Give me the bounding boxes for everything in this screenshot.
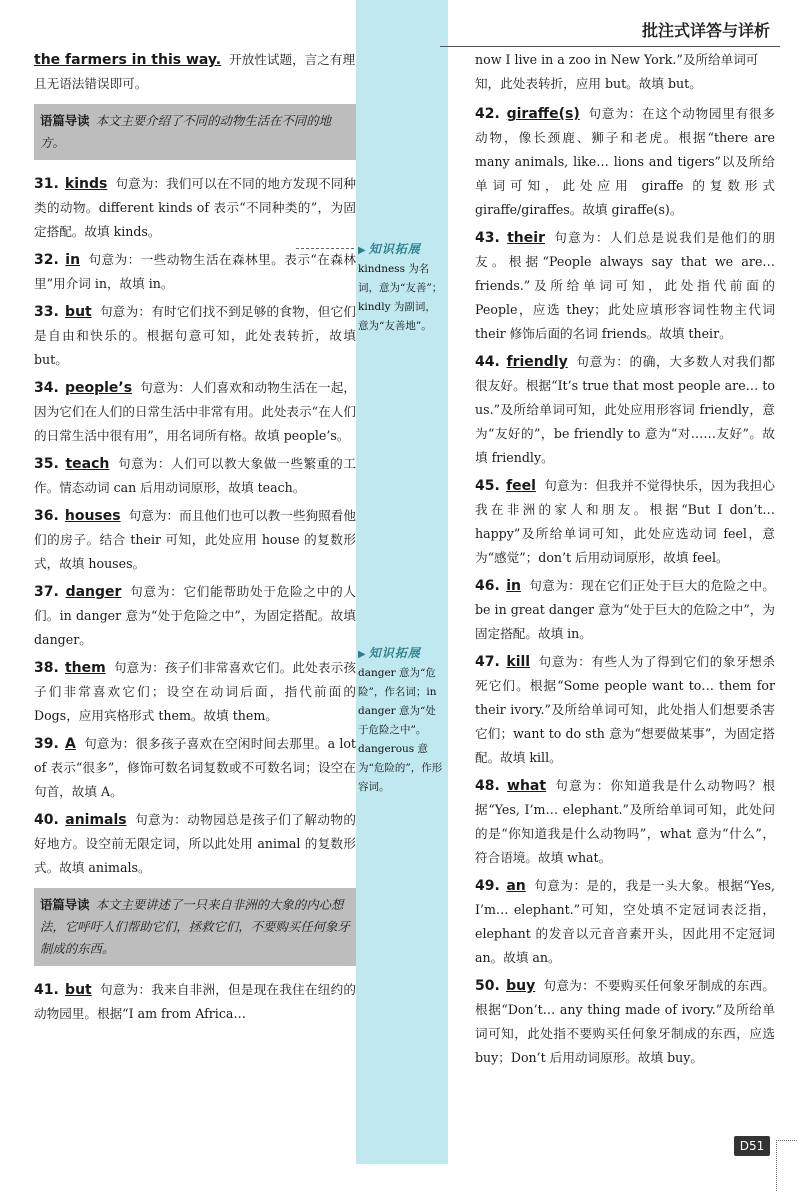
kb1-pointer-line [296,248,354,249]
entry-explanation: 句意为：而且他们也可以教一些狗照看他们的房子。结合 their 可知，此处应用 house 的复数形式，故填 houses。 [34,508,356,571]
entry-explanation: 句意为：我们可以在不同的地方发现不同种类的动物。different kinds of 表示“不同种类的”，为固定搭配。故填 kinds。 [34,176,356,239]
page-header-title: 批注式详答与详析 [641,21,770,40]
entry-answer: them [64,660,106,676]
knowledge-sidebar [356,0,448,1164]
entry-number: 40. [34,812,59,828]
entry-answer: an [506,878,526,894]
reading-guide-2 [34,888,356,966]
entry-explanation: 句意为：有些人为了得到它们的象牙想杀死它们。根据“Some people want to… them for their ivory.”及所给单词可知，此处指人们想要杀害它们；want to do sth 意为“想要做某事”，为固定搭配。故填 kill。 [475,654,775,765]
entry-41-continuation: now I live in a zoo in New York.”及所给单词可知，此处表转折，应用 but。故填 but。 [475,52,759,91]
entry-explanation: 句意为：但我并不觉得快乐，因为我担心我在非洲的家人和朋友。根据“But I don’t… happy”及所给单词可知，此处应选动词 feel，意为“感觉”；don’t 后用动词原形，故填 feel。 [475,478,775,565]
entry-explanation: 句意为：我来自非洲，但是现在我住在纽约的动物园里。根据“I am from Africa… [34,982,356,1021]
entry-number: 39. [34,736,59,752]
answer-entry-36 [34,504,356,576]
entry-number: 32. [34,252,59,268]
answer-entry-38 [34,656,356,728]
entry-number: 42. [475,106,500,122]
entry-answer: their [507,230,545,246]
entry-number: 47. [475,654,500,670]
answer-entry-35 [34,452,356,500]
entry-explanation: 句意为：它们能帮助处于危险之中的人们。in danger 意为“处于危险之中”，为固定搭配。故填 danger。 [34,584,356,647]
answer-entry-31 [34,172,356,244]
kb-title: ▶ 知识拓展 [358,646,421,660]
page-number-badge: D51 [734,1136,770,1156]
answer-entry-34 [34,376,356,448]
entry-number: 48. [475,778,500,794]
entry-explanation: 句意为：有时它们找不到足够的食物，但它们是自由和快乐的。根据句意可知，此处表转折，故填 but。 [34,304,356,367]
entry-number: 35. [34,456,59,472]
entry-explanation: 句意为：在这个动物园里有很多动物，像长颈鹿、狮子和老虎。根据“there are many animals, like… lions and tigers”以及所给单词可知，此处应用 giraffe 的复数形式 giraffe/giraffes。故填 giraffe(s)。 [475,106,775,217]
intro-continuation [34,48,356,96]
entry-explanation: 句意为：的确，大多数人对我们都很友好。根据“It’s true that most people are… to us.”及所给单词可知，此处应用形容词 friendly，意为“友好的”，be friendly to 意为“对……友好”。故填 friendly。 [475,354,775,465]
entry-number: 46. [475,578,500,594]
entry-explanation: 句意为：你知道我是什么动物吗？根据“Yes, I’m… elephant.”及所给单词可知，此处问的是“你知道我是什么动物吗”，what 意为“什么”，符合语境。故填 what。 [475,778,775,865]
knowledge-box-1 [358,240,446,336]
answer-entry-47 [475,650,775,770]
entry-explanation: 句意为：动物园总是孩子们了解动物的好地方。设空前无限定词，所以此处用 animal 的复数形式。故填 animals。 [34,812,356,875]
answer-entry-46 [475,574,775,646]
intro-text: 开放性试题，言之有理且无语法错误即可。 [34,52,356,91]
guide-tag: 语篇导读 [40,113,90,128]
answer-entry-50 [475,974,775,1070]
kb-text: danger 意为“危险”，作名词；in danger 意为“处于危险之中”。dangerous 意为“危险的”，作形容词。 [358,667,443,793]
entry-number: 34. [34,380,59,396]
left-column [34,48,356,1030]
entry-answer: animals [65,812,127,828]
entry-answer: feel [506,478,536,494]
entry-answer: in [65,252,81,268]
kb-title: ▶ 知识拓展 [358,242,421,256]
entry-answer: buy [506,978,536,994]
entry-explanation: 句意为：一些动物生活在森林里。表示“在森林里”用介词 in，故填 in。 [34,252,356,291]
answer-entry-40 [34,808,356,880]
answer-entry-39 [34,732,356,804]
answer-entry-44 [475,350,775,470]
reading-guide-1 [34,104,356,160]
answer-entry-49 [475,874,775,970]
answer-entry-37 [34,580,356,652]
right-column [475,48,775,1074]
answer-entry-45 [475,474,775,570]
knowledge-box-2 [358,644,446,797]
entry-number: 43. [475,230,500,246]
corner-decoration [776,1140,797,1191]
entry-explanation: 句意为：孩子们非常喜欢它们。此处表示孩子们非常喜欢它们；设空在动词后面，指代前面的 Dogs，应用宾格形式 them。故填 them。 [34,660,356,723]
entry-answer: giraffe(s) [506,106,580,122]
guide-text: 本文主要讲述了一只来自非洲的大象的内心想法，它呼吁人们帮助它们，拯救它们，不要购买任何象牙制成的东西。 [40,897,350,956]
entry-explanation: 句意为：是的，我是一头大象。根据“Yes, I’m… elephant.”可知，空处填不定冠词表泛指，elephant 的发音以元音音素开头，因此用不定冠词 an。故填 an。 [475,878,776,965]
entry-explanation: 句意为：很多孩子喜欢在空闲时间去那里。a lot of 表示“很多”，修饰可数名词复数或不可数名词；设空在句首，故填 A。 [34,736,356,799]
guide-tag: 语篇导读 [40,897,90,912]
entry-explanation: 句意为：人们喜欢和动物生活在一起，因为它们在人们的日常生活中非常有用。此处表示“在人们的日常生活中很有用”，用名词所有格。故填 people’s。 [34,380,356,443]
entry-answer: friendly [506,354,568,370]
entry-answer: A [65,736,76,752]
entry-answer: what [507,778,547,794]
entry-answer: in [506,578,521,594]
entry-explanation: 句意为：不要购买任何象牙制成的东西。根据“Don’t… any thing made of ivory.”及所给单词可知，此处指不要购买任何象牙制成的东西，应选 buy；Don’t 后用动词原形。故填 buy。 [475,978,775,1065]
arrow-icon: ▶ [358,245,367,256]
answer-entry-32 [34,248,356,296]
entry-number: 45. [475,478,500,494]
entry-answer: kinds [64,176,108,192]
entry-explanation: 句意为：现在它们正处于巨大的危险之中。be in great danger 意为“处于巨大的危险之中”，为固定搭配。故填 in。 [475,578,776,641]
entry-number: 49. [475,878,500,894]
answer-entry-42 [475,102,775,222]
entry-answer: people’s [64,380,133,396]
entry-number: 33. [34,304,59,320]
entry-number: 50. [475,978,500,994]
entry-explanation: 句意为：人们可以教大象做一些繁重的工作。情态动词 can 后用动词原形，故填 teach。 [34,456,356,495]
guide-text: 本文主要介绍了不同的动物生活在不同的地方。 [40,113,331,150]
answer-entry-41 [34,978,356,1026]
header-rule [440,46,780,47]
answer-entry-48 [475,774,775,870]
entry-explanation: 句意为：人们总是说我们是他们的朋友。根据“People always say that we are… friends.”及所给单词可知，此处指代前面的 People，应选 they；此处应填形容词性物主代词 their 修饰后面的名词 friends。故填 their。 [475,230,775,341]
intro-answer: the farmers in this way. [34,52,222,68]
entry-number: 41. [34,982,59,998]
entry-answer: houses [64,508,121,524]
entry-number: 37. [34,584,59,600]
entry-number: 36. [34,508,59,524]
entry-answer: teach [65,456,110,472]
entry-answer: but [65,982,92,998]
answer-entry-43 [475,226,775,346]
entry-number: 38. [34,660,59,676]
entry-answer: danger [65,584,122,600]
kb-text: kindness 为名词，意为“友善”；kindly 为副词，意为“友善地”。 [358,263,443,332]
arrow-icon: ▶ [358,649,367,660]
answer-entry-33 [34,300,356,372]
entry-number: 31. [34,176,59,192]
entry-answer: but [65,304,92,320]
entry-number: 44. [475,354,500,370]
entry-answer: kill [506,654,531,670]
